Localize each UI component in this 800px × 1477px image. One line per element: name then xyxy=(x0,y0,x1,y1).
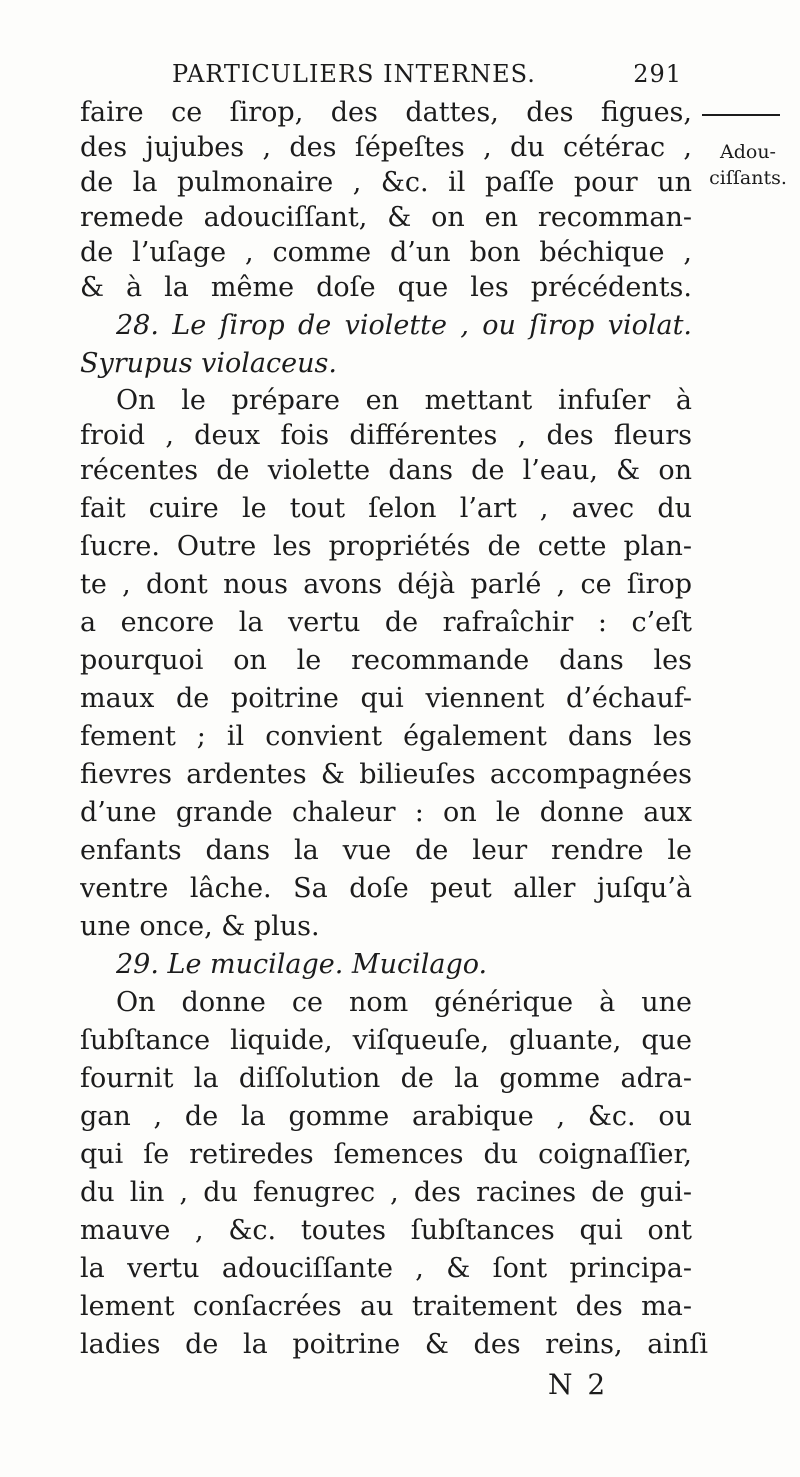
section-heading: 29. Le mucilage. Mucilago. xyxy=(116,949,488,980)
text-line: la vertu adouciſſante , & ſont principa- xyxy=(80,1253,692,1284)
text-line: enfants dans la vue de leur rendre le xyxy=(80,835,692,866)
text-line: fement ; il convient également dans les xyxy=(80,721,692,752)
text-line: récentes de violette dans de l’eau, & on xyxy=(80,455,692,486)
signature-mark: N 2 xyxy=(548,1368,609,1401)
page-number: 291 xyxy=(633,60,682,88)
latin-name: Syrupus violaceus. xyxy=(80,348,337,379)
section-heading: 28. Le ſirop de violette , ou ſirop violat. xyxy=(116,310,692,341)
margin-rule xyxy=(702,114,780,116)
text-line: fait cuire le tout ſelon l’art , avec du xyxy=(80,493,692,524)
text-line: fievres ardentes & bilieuſes accompagnées xyxy=(80,759,692,790)
margin-note-line-1: Adou- xyxy=(720,141,776,163)
text-line: & à la même doſe que les précédents. xyxy=(80,272,692,303)
text-line: lement conſacrées au traitement des ma- xyxy=(80,1291,692,1322)
text-line: a encore la vertu de rafraîchir : c’eſt xyxy=(80,607,692,638)
running-header xyxy=(172,60,682,88)
margin-note-line-2: ciſſants. xyxy=(709,167,787,189)
running-title: PARTICULIERS INTERNES. xyxy=(172,60,536,88)
text-line: te , dont nous avons déjà parlé , ce ſirop xyxy=(80,569,692,600)
text-line: qui ſe retiredes ſemences du coignaſſier, xyxy=(80,1139,692,1170)
text-line: faire ce ſirop, des dattes, des figues, xyxy=(80,97,692,128)
text-line: pourquoi on le recommande dans les xyxy=(80,645,692,676)
text-line: ſubſtance liquide, viſqueuſe, gluante, que xyxy=(80,1025,692,1056)
text-line: ſucre. Outre les propriétés de cette plan- xyxy=(80,531,692,562)
text-line: d’une grande chaleur : on le donne aux xyxy=(80,797,692,828)
text-line: de l’uſage , comme d’un bon béchique , xyxy=(80,237,692,268)
text-line: du lin , du fenugrec , des racines de gui- xyxy=(80,1177,692,1208)
text-line: gan , de la gomme arabique , &c. ou xyxy=(80,1101,692,1132)
text-line: ladies de la poitrine & des reins, ainſi xyxy=(80,1329,708,1360)
text-line: froid , deux fois différentes , des fleurs xyxy=(80,420,692,451)
text-line: mauve , &c. toutes ſubſtances qui ont xyxy=(80,1215,692,1246)
text-line: fournit la diſſolution de la gomme adra- xyxy=(80,1063,692,1094)
text-line: ventre lâche. Sa doſe peut aller juſqu’à xyxy=(80,873,692,904)
text-line: des jujubes , des ſépeſtes , du cétérac , xyxy=(80,132,692,163)
text-line: On le prépare en mettant infuſer à xyxy=(116,385,692,416)
text-line: maux de poitrine qui viennent d’échauf- xyxy=(80,683,692,714)
text-line: une once, & plus. xyxy=(80,911,320,942)
text-line: de la pulmonaire , &c. il paſſe pour un xyxy=(80,167,692,198)
text-line: On donne ce nom générique à une xyxy=(116,987,692,1018)
text-line: remede adouciſſant, & on en recomman- xyxy=(80,202,692,233)
